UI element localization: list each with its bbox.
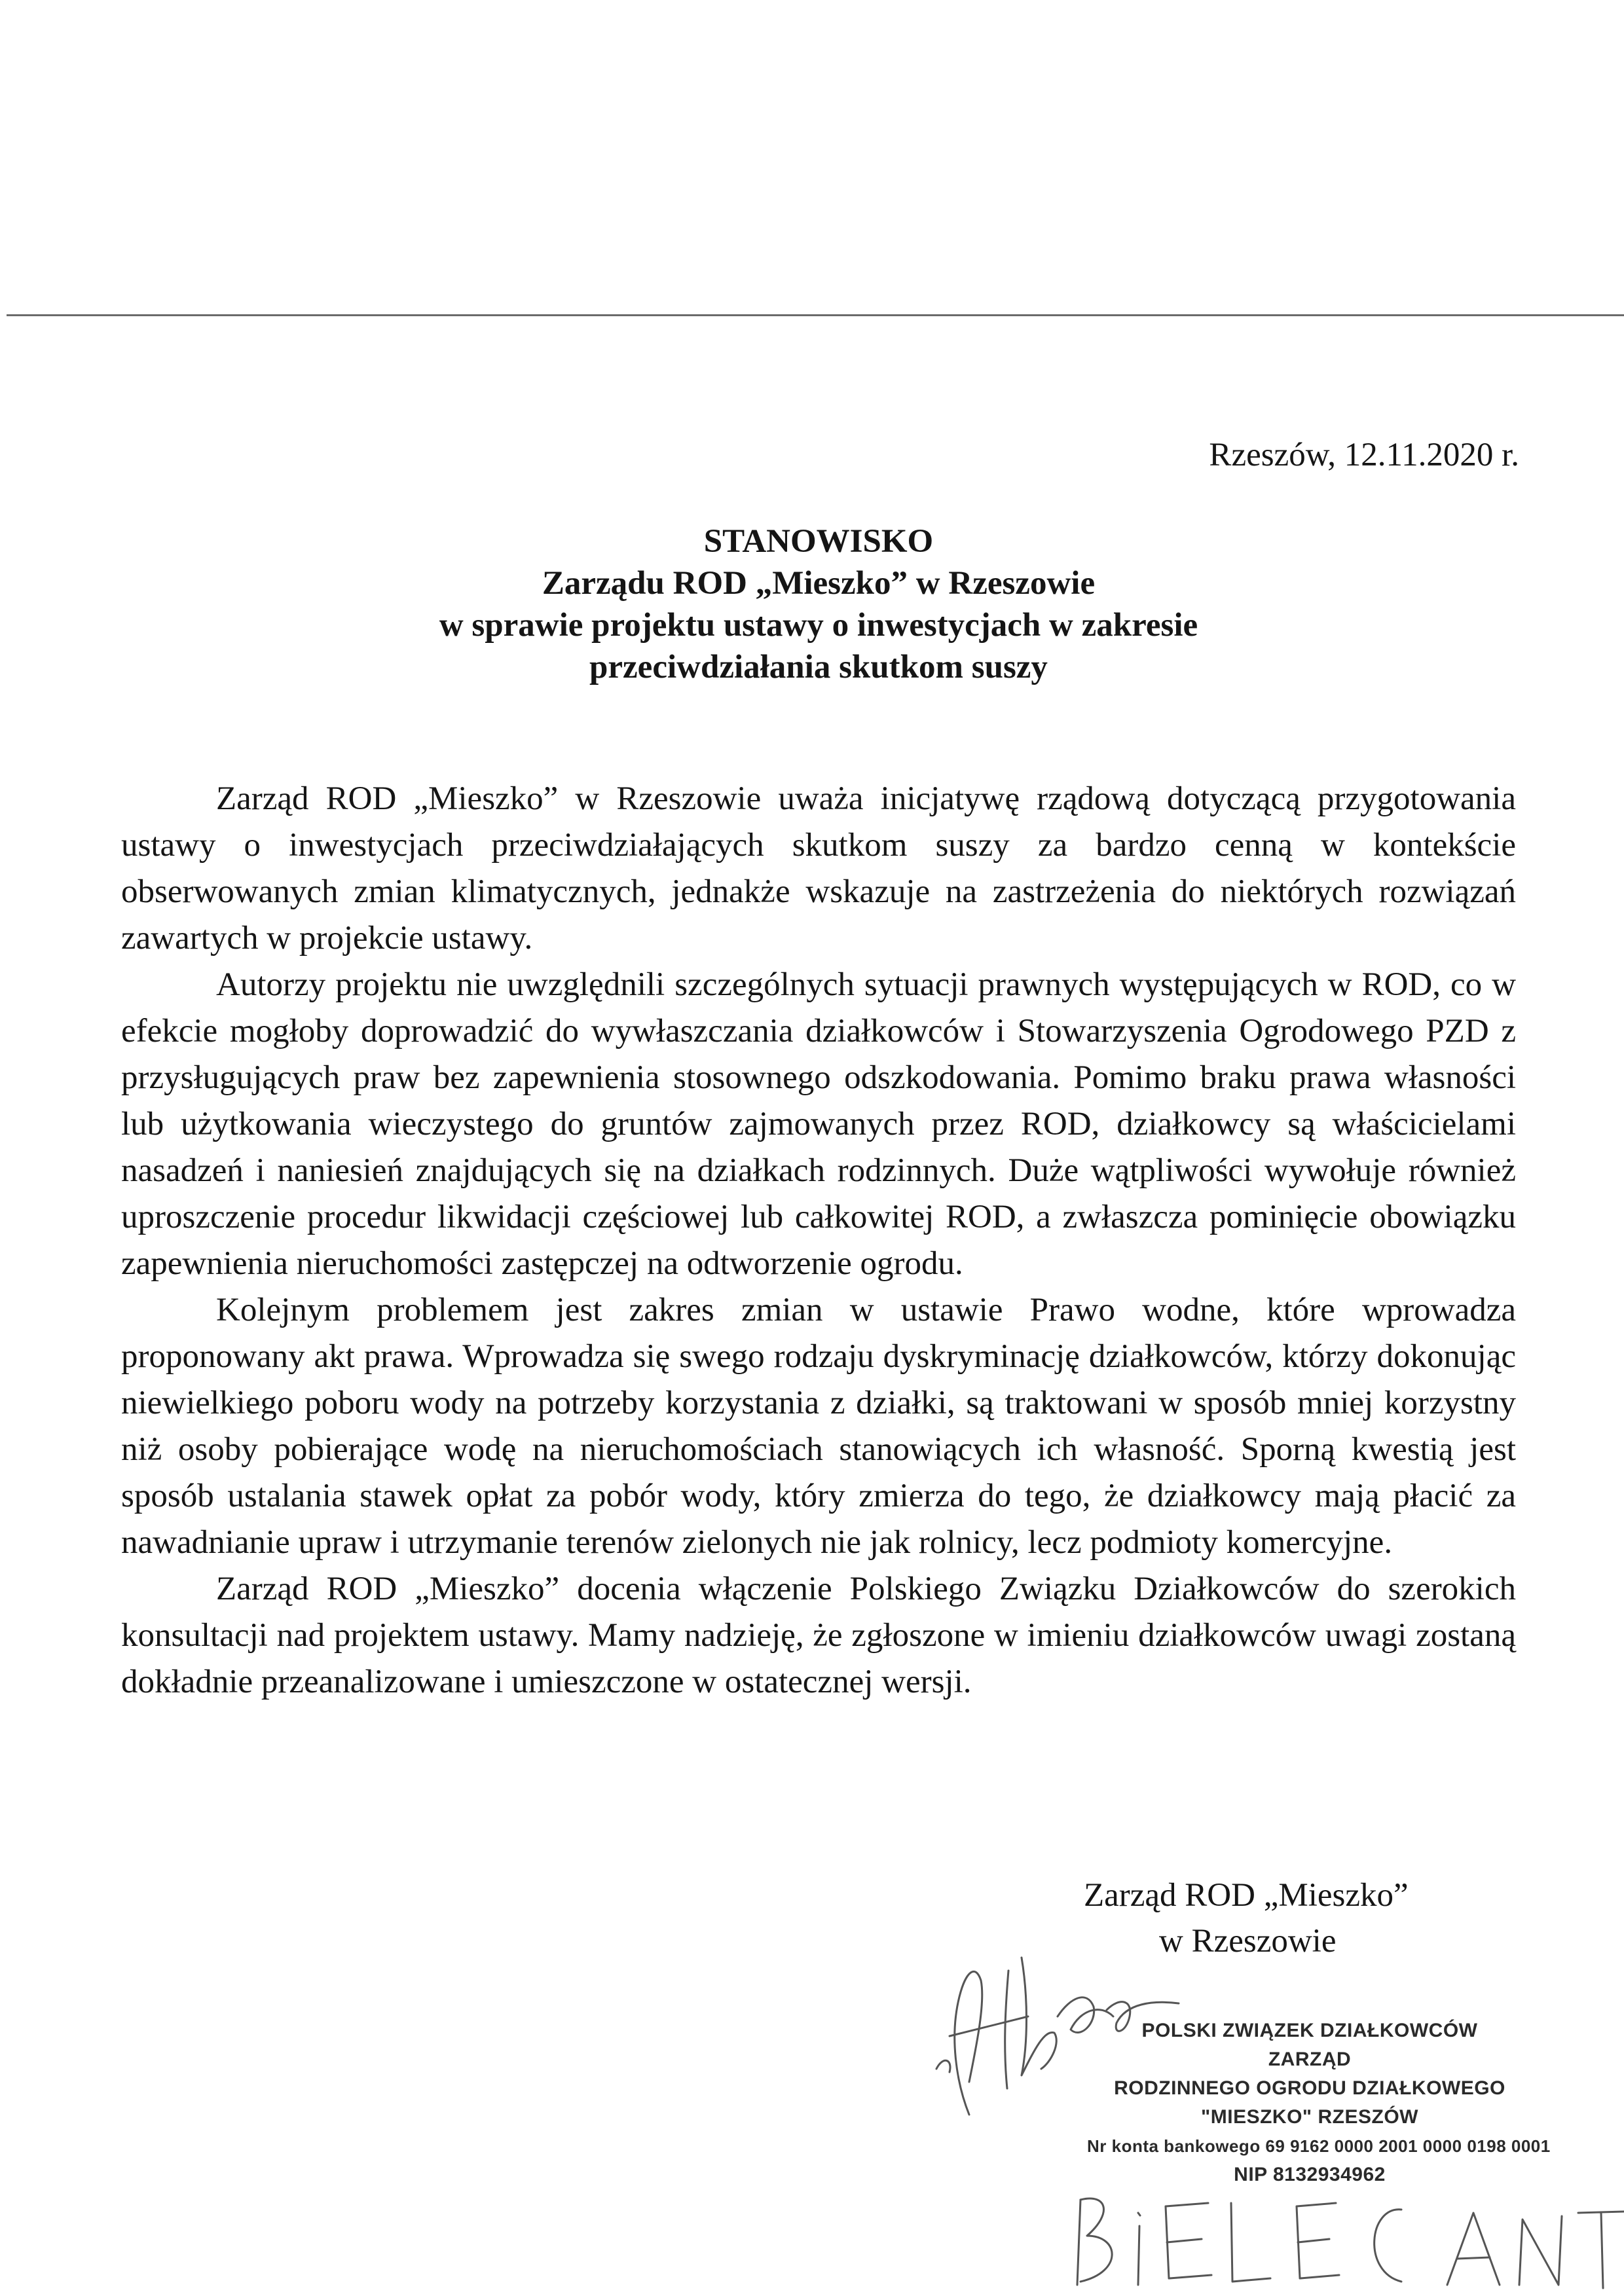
stamp-line-4: "MIESZKO" RZESZÓW — [1201, 2106, 1418, 2128]
heading-title: STANOWISKO — [703, 523, 934, 560]
handwritten-name-signature — [1061, 2174, 1624, 2296]
organization-stamp — [1087, 2016, 1551, 2189]
closing-line-2: w Rzeszowie — [1159, 1923, 1337, 1959]
document-body — [121, 776, 1516, 1705]
paragraph-2: Autorzy projektu nie uwzględnili szczególnych sytuacji prawnych występujących w ROD, co w efekcie mogłoby doprowadzić do wywłaszczania działkowców i Stowarzyszenia Ogrodowego PZD z przysługujących praw bez zapewnienia stosownego odszkodowania. Pomimo braku prawa własności lub użytkowania wieczystego do gruntów zajmowanych przez ROD, działkowcy są właścicielami nasadzeń i naniesień znajdujących się na działkach rodzinnych. Duże wątpliwości wywołuje również uproszczenie procedur likwidacji częściowej lub całkowitej ROD, a zwłaszcza pominięcie obowiązku zapewnienia nieruchomości zastępczej na odtworzenie ogrodu. — [121, 966, 1516, 1282]
paragraph-1: Zarząd ROD „Mieszko” w Rzeszowie uważa inicjatywę rządową dotyczącą przygotowania ustawy o inwestycjach przeciwdziałających skutkom suszy za bardzo cenną w kontekście obserwowanych zmian klimatycznych, jednakże wskazuje na zastrzeżenia do niektórych rozwiązań zawartych w projekcie ustawy. — [121, 780, 1516, 957]
paragraph-3: Kolejnym problemem jest zakres zmian w ustawie Prawo wodne, które wprowadza proponowany akt prawa. Wprowadza się swego rodzaju dyskryminację działkowców, którzy dokonując niewielkiego poboru wody na potrzeby korzystania z działki, są traktowani w sposób mniej korzystny niż osoby pobierające wodę na nieruchomościach stanowiących ich własność. Sporną kwestią jest sposób ustalania stawek opłat za pobór wody, który zmierza do tego, że działkowcy mają płacić za nawadnianie upraw i utrzymanie terenów zielonych nie jak rolnicy, lecz podmioty komercyjne. — [121, 1292, 1516, 1561]
document-heading — [196, 520, 1441, 688]
heading-line-3: w sprawie projektu ustawy o inwestycjach w zakresie — [439, 607, 1198, 644]
stamp-nip: NIP 8132934962 — [1234, 2164, 1386, 2185]
stamp-bank-account: Nr konta bankowego 69 9162 0000 2001 0000 0198 0001 — [1087, 2136, 1551, 2156]
closing-line-1: Zarząd ROD „Mieszko” — [1084, 1877, 1409, 1914]
date-line: Rzeszów, 12.11.2020 r. — [1209, 437, 1519, 473]
stamp-line-1: POLSKI ZWIĄZEK DZIAŁKOWCÓW — [1141, 2020, 1478, 2041]
heading-line-2: Zarządu ROD „Mieszko” w Rzeszowie — [542, 565, 1096, 602]
stamp-line-3: RODZINNEGO OGRODU DZIAŁKOWEGO — [1114, 2077, 1505, 2099]
heading-line-4: przeciwdziałania skutkom suszy — [589, 649, 1048, 685]
paragraph-4: Zarząd ROD „Mieszko” docenia włączenie Polskiego Związku Działkowców do szerokich konsultacji nad projektem ustawy. Mamy nadzieję, że zgłoszone w imieniu działkowców uwagi zostaną dokładnie przeanalizowane i umieszczone w ostatecznej wersji. — [121, 1571, 1516, 1700]
stamp-line-2: ZARZĄD — [1268, 2049, 1352, 2070]
header-rule — [7, 314, 1624, 316]
